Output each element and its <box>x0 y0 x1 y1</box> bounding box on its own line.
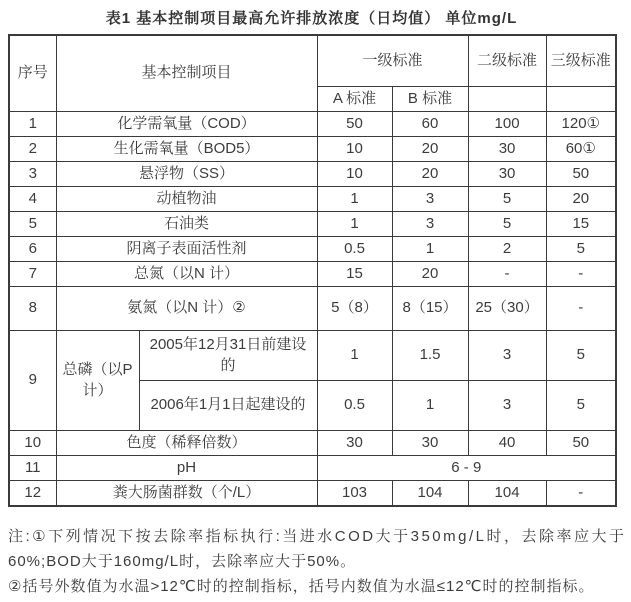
cell-item: 石油类 <box>56 212 317 237</box>
cell-sub-label: 2005年12月31日前建设的 <box>139 331 317 381</box>
cell-grade3: 60① <box>546 137 616 162</box>
header-col-no: 序号 <box>9 35 56 112</box>
standards-table <box>8 34 617 507</box>
cell-b: 1 <box>392 381 468 431</box>
cell-grade2: 30 <box>468 137 546 162</box>
cell-grade3: - <box>546 262 616 287</box>
cell-item-group: 总磷（以P 计） <box>56 331 139 431</box>
cell-b: 104 <box>392 481 468 507</box>
cell-b: 1 <box>392 237 468 262</box>
cell-item: 色度（稀释倍数） <box>56 431 317 456</box>
header-row-1 <box>9 35 616 87</box>
cell-grade3: 15 <box>546 212 616 237</box>
cell-b: 20 <box>392 162 468 187</box>
footnote-line-1: 注:①下列情况下按去除率指标执行:当进水COD大于350mg/L时，去除率应大于 <box>8 528 627 545</box>
cell-item: 动植物油 <box>56 187 317 212</box>
cell-a: 15 <box>317 262 392 287</box>
cell-b: 20 <box>392 137 468 162</box>
header-col-grade3: 三级标准 <box>546 35 616 87</box>
cell-sub-label: 2006年1月1日起建设的 <box>139 381 317 431</box>
cell-b: 30 <box>392 431 468 456</box>
cell-no: 8 <box>9 287 56 331</box>
header-empty-grade2 <box>468 87 546 112</box>
cell-grade3: 120① <box>546 112 616 137</box>
cell-no: 6 <box>9 237 56 262</box>
table-row <box>9 237 616 262</box>
cell-grade2: 5 <box>468 212 546 237</box>
cell-no: 9 <box>9 331 56 431</box>
footnote-line-3: ②括号外数值为水温>12℃时的控制指标，括号内数值为水温≤12℃时的控制指标。 <box>8 578 595 595</box>
cell-a: 0.5 <box>317 237 392 262</box>
cell-a: 5（8） <box>317 287 392 331</box>
cell-grade2: 3 <box>468 381 546 431</box>
header-col-grade2: 二级标准 <box>468 35 546 87</box>
cell-item: 总氮（以N 计） <box>56 262 317 287</box>
header-empty-grade3 <box>546 87 616 112</box>
cell-grade2: - <box>468 262 546 287</box>
cell-b: 1.5 <box>392 331 468 381</box>
cell-b: 20 <box>392 262 468 287</box>
header-col-b: B 标准 <box>392 87 468 112</box>
cell-item: 化学需氧量（COD） <box>56 112 317 137</box>
cell-grade3: - <box>546 481 616 507</box>
table-title: 表1 基本控制项目最高允许排放浓度（日均值） 单位mg/L <box>105 10 518 27</box>
cell-a: 10 <box>317 137 392 162</box>
cell-a: 0.5 <box>317 381 392 431</box>
table-row <box>9 287 616 331</box>
cell-no: 11 <box>9 456 56 481</box>
cell-grade2: 100 <box>468 112 546 137</box>
table-row <box>9 481 616 507</box>
cell-no: 2 <box>9 137 56 162</box>
cell-grade2: 5 <box>468 187 546 212</box>
table-row <box>9 431 616 456</box>
cell-grade3: 5 <box>546 331 616 381</box>
cell-item: pH <box>56 456 317 481</box>
cell-grade2: 40 <box>468 431 546 456</box>
cell-b: 3 <box>392 212 468 237</box>
cell-grade3: 20 <box>546 187 616 212</box>
cell-no: 12 <box>9 481 56 507</box>
table-row-ph <box>9 456 616 481</box>
cell-a: 1 <box>317 331 392 381</box>
cell-a: 1 <box>317 212 392 237</box>
cell-grade2: 30 <box>468 162 546 187</box>
table-row <box>9 187 616 212</box>
cell-no: 7 <box>9 262 56 287</box>
header-col-a: A 标准 <box>317 87 392 112</box>
footnote-line-2: 60%;BOD大于160mg/L时，去除率应大于50%。 <box>8 553 357 570</box>
table-row <box>9 112 616 137</box>
cell-a: 50 <box>317 112 392 137</box>
cell-item: 氨氮（以N 计）② <box>56 287 317 331</box>
cell-b: 8（15） <box>392 287 468 331</box>
cell-grade2: 25（30） <box>468 287 546 331</box>
table-row <box>9 212 616 237</box>
cell-a: 1 <box>317 187 392 212</box>
table-row <box>9 137 616 162</box>
cell-grade3: 5 <box>546 381 616 431</box>
footnotes <box>8 524 627 599</box>
cell-item: 悬浮物（SS） <box>56 162 317 187</box>
cell-a: 10 <box>317 162 392 187</box>
cell-ph-range: 6 - 9 <box>317 456 616 481</box>
header-col-grade1: 一级标准 <box>317 35 468 87</box>
cell-a: 103 <box>317 481 392 507</box>
cell-no: 5 <box>9 212 56 237</box>
cell-item: 粪大肠菌群数（个/L） <box>56 481 317 507</box>
cell-grade2: 104 <box>468 481 546 507</box>
table-row <box>9 162 616 187</box>
cell-grade3: 50 <box>546 431 616 456</box>
cell-item: 阴离子表面活性剂 <box>56 237 317 262</box>
cell-grade2: 2 <box>468 237 546 262</box>
table-row-9a <box>9 331 616 381</box>
cell-no: 1 <box>9 112 56 137</box>
cell-item: 生化需氧量（BOD5） <box>56 137 317 162</box>
cell-no: 4 <box>9 187 56 212</box>
table-row <box>9 262 616 287</box>
cell-b: 60 <box>392 112 468 137</box>
cell-no: 3 <box>9 162 56 187</box>
cell-grade3: 5 <box>546 237 616 262</box>
cell-no: 10 <box>9 431 56 456</box>
cell-grade2: 3 <box>468 331 546 381</box>
cell-b: 3 <box>392 187 468 212</box>
cell-a: 30 <box>317 431 392 456</box>
header-col-item: 基本控制项目 <box>56 35 317 112</box>
cell-grade3: - <box>546 287 616 331</box>
cell-grade3: 50 <box>546 162 616 187</box>
